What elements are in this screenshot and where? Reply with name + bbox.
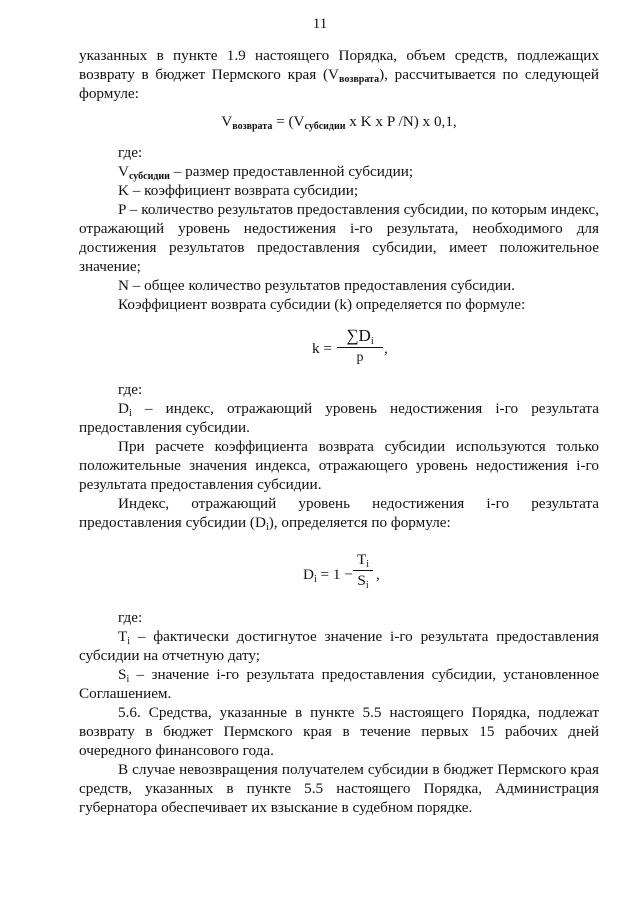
where-label: где:: [118, 381, 143, 398]
definition-s: $S_i$ – значение i-го результата предоставления субсидии, установленное Соглашением.: [79, 666, 599, 702]
formula-lhs: k =: [312, 340, 332, 357]
formula-fraction: [353, 550, 373, 590]
paragraph-5-6: 5.6. Средства, указанные в пункте 5.5 настоящего Порядка, подлежат возврату в бюджет Пермского края в течение первых 15 рабочих дней очередного финансового года.: [79, 704, 599, 759]
definition-p: P – количество результатов предоставления субсидии, по которым индекс, отражающий уровень недостижения i-го результата, необходимого для достижения результатов предоставления субсидии, имеет положительное значение;: [79, 201, 599, 275]
paragraph-non-return: В случае невозвращения получателем субсидии в бюджет Пермского края средств, указанных в пункте 5.5 настоящего Порядка, Администрация губернатора обеспечивает их взыскание в судебном порядке.: [79, 761, 599, 816]
formula-refund-volume: $V_{возврата} = (V_{субсидии}$ x K x P /N) x 0,1,: [221, 113, 457, 132]
document-body: [79, 46, 599, 817]
formula-index: $D_i = 1$ − $\frac{T_i}{S_i}$ ,: [303, 551, 380, 591]
where-label: где:: [118, 144, 143, 161]
formula-numerator: $T_i$: [353, 550, 373, 571]
formula-fraction: [337, 326, 383, 367]
where-label: где:: [118, 609, 143, 626]
formula-denominator: p: [356, 350, 364, 365]
definition-d: $D_i$ – индекс, отражающий уровень недостижения i-го результата предоставления субсидии.: [79, 400, 599, 436]
definition-t: $T_i$ – фактически достигнутое значение i-го результата предоставления субсидии на отчетную дату;: [79, 628, 599, 664]
page-number: 11: [312, 16, 328, 32]
definition-v-subsidy: $V_{субсидии}$ – размер предоставленной субсидии;: [118, 163, 414, 182]
paragraph-refund-volume: указанных в пункте 1.9 настоящего Порядка, объем средств, подлежащих возврату в бюджет Пермского края $(V_{возврата})$, рассчитывается по следующей формуле:: [79, 47, 599, 102]
definition-n: N – общее количество результатов предоставления субсидии.: [118, 277, 515, 294]
formula-numerator: $\sum D_i$: [337, 326, 383, 348]
paragraph-calculation: При расчете коэффициента возврата субсидии используются только положительные значения индекса, отражающего уровень недостижения i-го результата предоставления субсидии.: [79, 438, 599, 493]
formula-denominator: $S_i$: [357, 572, 369, 591]
formula-coefficient: k = $\frac{\sum D_i}{p}$ ,: [312, 326, 388, 365]
index-intro: Индекс, отражающий уровень недостижения i-го результата предоставления субсидии $(D_i)$, определяется по формуле:: [79, 495, 599, 533]
coefficient-intro: Коэффициент возврата субсидии (k) определяется по формуле:: [118, 296, 526, 313]
definition-k: K – коэффициент возврата субсидии;: [118, 182, 359, 199]
formula-lhs: $D_i = 1$ −: [303, 566, 353, 585]
